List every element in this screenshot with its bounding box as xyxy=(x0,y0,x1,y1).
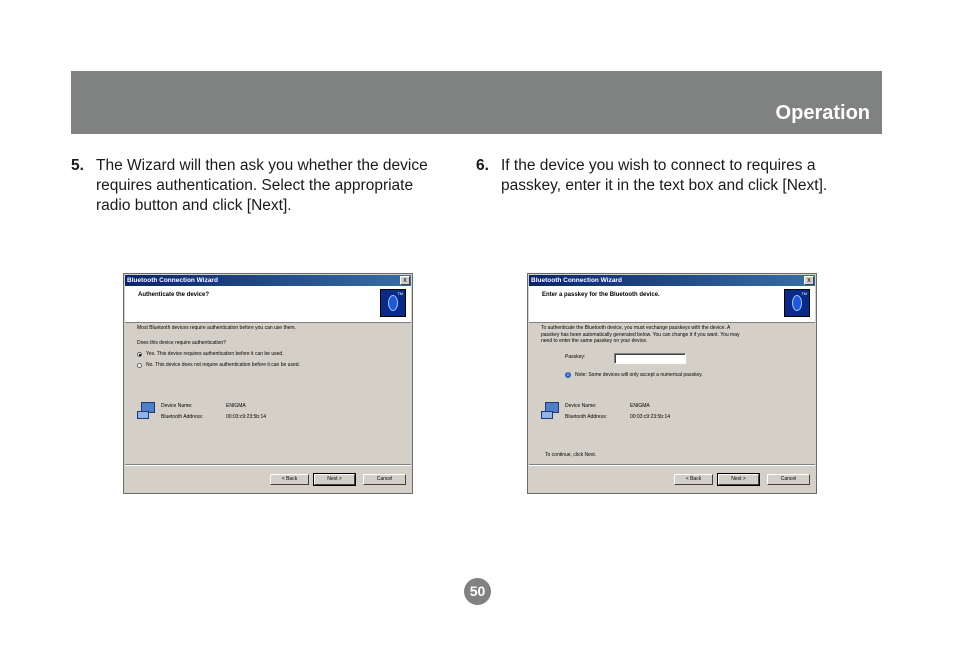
header-bar xyxy=(71,71,882,134)
bluetooth-logo-icon xyxy=(784,289,810,317)
radio-no[interactable] xyxy=(137,363,142,368)
step-number: 6. xyxy=(476,157,489,174)
trademark-mark: TM xyxy=(397,291,403,296)
intro-line: To authenticate the Bluetooth device, you must exchange passkeys with the device. A xyxy=(541,325,731,331)
address-label: Bluetooth Address: xyxy=(161,414,203,420)
step-line: The Wizard will then ask you whether the device xyxy=(96,157,428,174)
base-shape xyxy=(137,411,149,419)
device-name-label: Device Name: xyxy=(161,403,193,409)
title-bar xyxy=(125,275,411,286)
address-label: Bluetooth Address: xyxy=(565,414,607,420)
button-divider xyxy=(125,464,411,466)
info-icon: i xyxy=(565,372,571,378)
radio-no-label: No. This device does not require authentication before it can be used. xyxy=(146,362,300,368)
window-title: Bluetooth Connection Wizard xyxy=(531,277,622,284)
next-button[interactable]: Next > xyxy=(314,474,355,485)
question-text: Does this device require authentication? xyxy=(137,340,226,346)
section-title: Operation xyxy=(775,102,870,124)
passkey-dialog-screenshot xyxy=(527,273,817,494)
trademark-mark: TM xyxy=(801,291,807,296)
radio-yes-label: Yes. This device requires authentication before it can be used. xyxy=(146,351,284,357)
wizard-heading: Authenticate the device? xyxy=(138,292,210,298)
step-text xyxy=(501,156,827,196)
step-5 xyxy=(71,156,461,220)
device-name-label: Device Name: xyxy=(565,403,597,409)
continue-text: To continue, click Next. xyxy=(545,452,597,458)
bluetooth-logo-icon xyxy=(380,289,406,317)
base-shape xyxy=(541,411,553,419)
button-divider xyxy=(529,464,815,466)
cancel-button[interactable]: Cancel xyxy=(363,474,406,485)
step-6 xyxy=(476,156,876,200)
device-computer-icon xyxy=(137,402,157,420)
address-value: 00:03:c9:23:5b:14 xyxy=(226,414,267,420)
intro-line: passkey has been automatically generated below. You can change it if you want. You may xyxy=(541,331,740,338)
page-number-badge: 50 xyxy=(464,578,491,605)
bluetooth-rune-icon xyxy=(792,295,802,311)
step-number: 5. xyxy=(71,157,84,174)
address-value: 00:03:c9:23:5b:14 xyxy=(630,414,671,420)
step-line: If the device you wish to connect to requires a xyxy=(501,157,816,174)
device-name-value: ENIGMA xyxy=(630,403,650,409)
intro-line: need to enter the same passkey on your device. xyxy=(541,338,648,344)
wizard-header xyxy=(125,286,411,323)
close-button[interactable]: x xyxy=(804,276,814,285)
intro-text: Most Bluetooth devices require authentication before you can use them. xyxy=(137,325,296,331)
passkey-label: Passkey: xyxy=(565,354,586,360)
window-title: Bluetooth Connection Wizard xyxy=(127,277,218,284)
cancel-button[interactable]: Cancel xyxy=(767,474,810,485)
device-computer-icon xyxy=(541,402,561,420)
step-text xyxy=(96,156,428,216)
close-button[interactable]: x xyxy=(400,276,410,285)
step-line: requires authentication. Select the appropriate xyxy=(96,177,414,194)
passkey-input[interactable] xyxy=(614,353,686,364)
device-name-value: ENIGMA xyxy=(226,403,246,409)
back-button[interactable]: < Back xyxy=(674,474,713,485)
back-button[interactable]: < Back xyxy=(270,474,309,485)
passkey-note: Note: Some devices will only accept a numerical passkey. xyxy=(575,372,703,378)
bluetooth-rune-icon xyxy=(388,295,398,311)
next-button[interactable]: Next > xyxy=(718,474,759,485)
radio-yes[interactable] xyxy=(137,352,142,357)
title-bar xyxy=(529,275,815,286)
wizard-heading: Enter a passkey for the Bluetooth device. xyxy=(542,292,660,298)
step-line: passkey, enter it in the text box and click [Next]. xyxy=(501,177,828,194)
wizard-header xyxy=(529,286,815,323)
authenticate-dialog-screenshot xyxy=(123,273,413,494)
step-line: radio button and click [Next]. xyxy=(96,197,292,214)
